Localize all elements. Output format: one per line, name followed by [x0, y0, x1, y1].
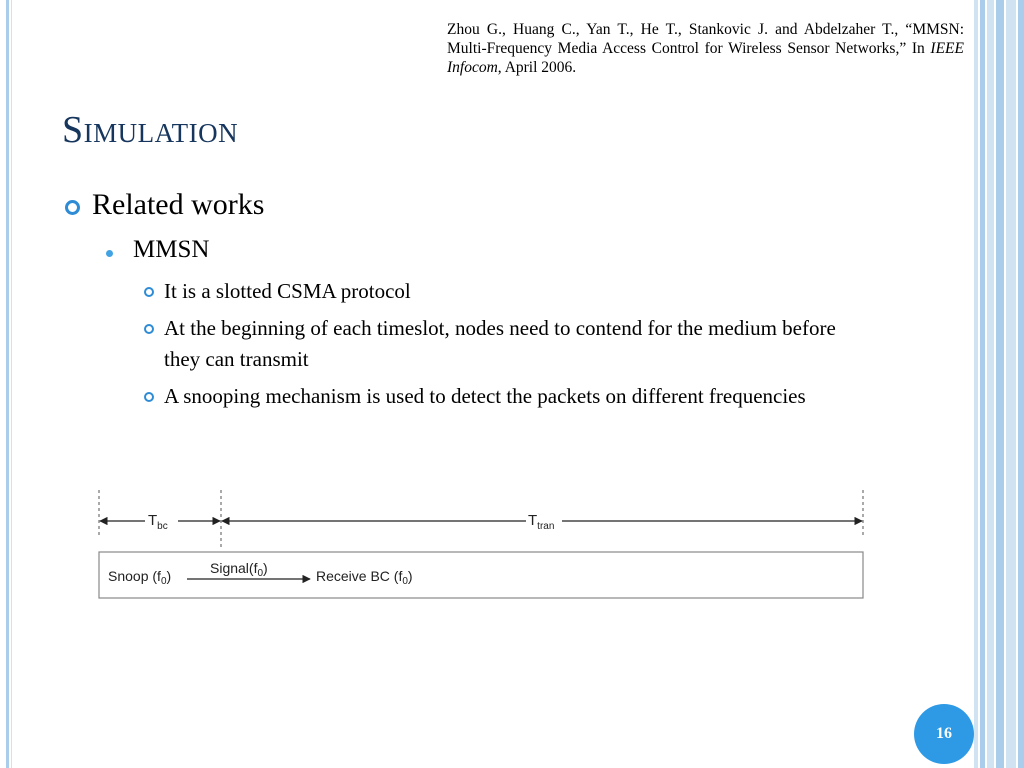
sub-bullet-2: At the beginning of each timeslot, nodes need to contend for the medium before they can transmit	[164, 316, 836, 371]
left-border	[6, 0, 9, 768]
page-number-badge: 16	[914, 704, 974, 764]
citation	[447, 20, 964, 77]
right-decorative-stripes	[974, 0, 1024, 768]
citation-authors: Zhou G., Huang C., Yan T., He T., Stankovic J. and Abdelzaher T., “MMSN: Multi-Frequency Media Access Control for Wireless Sensor Networks,” In	[447, 21, 964, 57]
bullet-dot-icon	[106, 250, 113, 257]
citation-suffix: , April 2006.	[497, 59, 577, 76]
sub-bullet-ring-icon	[144, 324, 154, 334]
left-border-thin	[11, 0, 12, 768]
slide-title: Simulation	[62, 109, 239, 151]
bullet-related-works: Related works	[92, 188, 265, 221]
receive-label: Receive BC $(f_0)$	[316, 568, 413, 587]
snoop-label: Snoop $(f_0)$	[108, 568, 172, 587]
sub-bullet-ring-icon	[144, 287, 154, 297]
timing-diagram	[90, 485, 870, 605]
signal-label: $Signal(f_0)$	[210, 560, 268, 579]
sub-bullet-ring-icon	[144, 392, 154, 402]
sub-bullet-1: It is a slotted CSMA protocol	[164, 279, 411, 303]
bullet-mmsn: MMSN	[133, 236, 210, 263]
sub-bullet-3: A snooping mechanism is used to detect the packets on different frequencies	[164, 384, 806, 408]
bullet-ring-icon	[65, 200, 80, 215]
tbc-label: $T_{bc}$	[148, 512, 168, 532]
citation-journal: IEEE Infocom	[447, 40, 964, 76]
ttran-label: $T_{tran}$	[528, 512, 555, 532]
